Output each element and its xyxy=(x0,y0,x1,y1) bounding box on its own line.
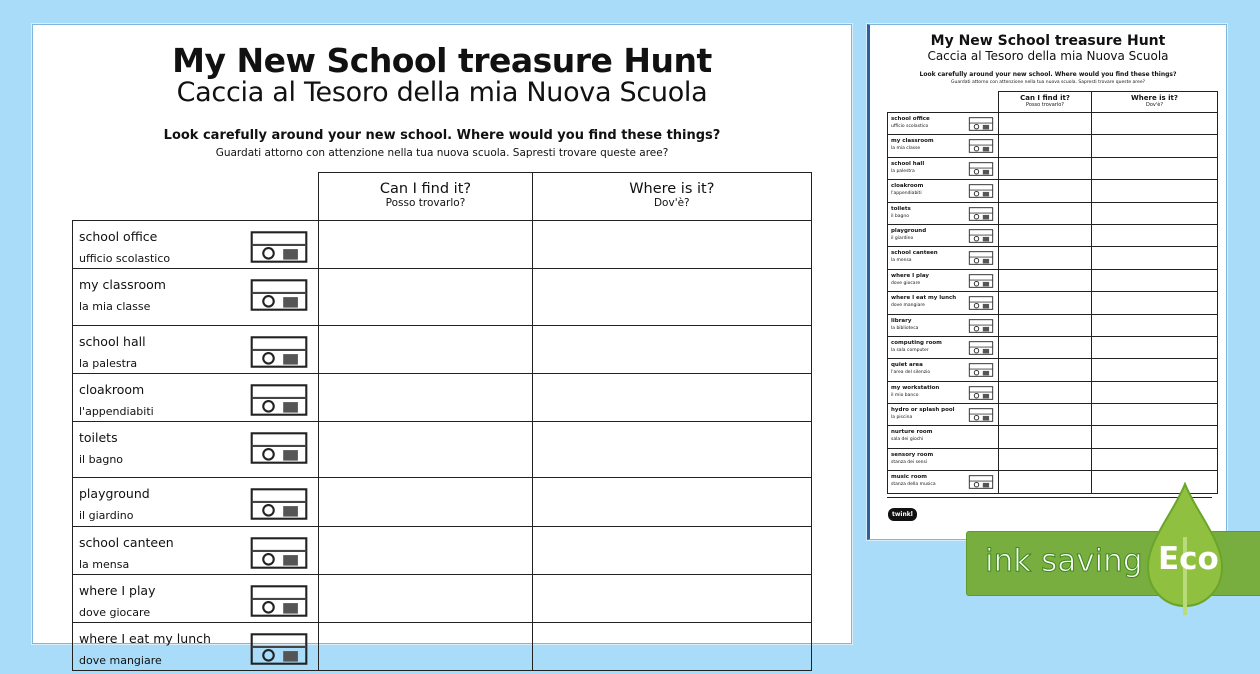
can-find-cell[interactable] xyxy=(319,575,532,623)
row-label: where I eat my lunch dove mangiare xyxy=(73,623,319,671)
can-find-cell[interactable] xyxy=(319,374,532,422)
can-find-cell[interactable] xyxy=(999,247,1092,269)
worksheet-page-large xyxy=(32,24,852,667)
row-label: sensory room stanza dei sensi xyxy=(888,448,999,470)
row-label: playground il giardino xyxy=(73,478,319,527)
row-label: my workstation il mio banco xyxy=(888,381,999,403)
row-label: school canteen la mensa xyxy=(73,527,319,575)
can-find-cell[interactable] xyxy=(999,314,1092,336)
row-label: computing room la sala computer xyxy=(888,336,999,358)
row-label: my classroom la mia classe xyxy=(888,135,999,157)
row-label: school office ufficio scolastico xyxy=(888,113,999,135)
treasure-hunt-table xyxy=(72,172,812,671)
row-label: toilets il bagno xyxy=(888,202,999,224)
table-row xyxy=(73,575,812,623)
office-icon xyxy=(246,226,312,272)
can-find-cell[interactable] xyxy=(319,527,532,575)
table-row xyxy=(888,224,1218,246)
table-row xyxy=(73,527,812,575)
table-row xyxy=(73,422,812,478)
can-find-cell[interactable] xyxy=(999,426,1092,448)
row-label: where I eat my lunch dove mangiare xyxy=(888,292,999,314)
where-cell[interactable] xyxy=(532,326,811,374)
where-cell[interactable] xyxy=(1092,224,1218,246)
header-where: Where is it? Dov'è? xyxy=(532,173,811,221)
row-label: quiet area l'area del silenzio xyxy=(888,359,999,381)
table-row xyxy=(888,113,1218,135)
where-cell[interactable] xyxy=(1092,180,1218,202)
table-row xyxy=(888,404,1218,426)
headphones-icon xyxy=(966,473,996,495)
table-row xyxy=(73,478,812,527)
title-it: Caccia al Tesoro della mia Nuova Scuola xyxy=(927,49,1169,63)
instruction-it: Guardati attorno con attenzione nella tua nuova scuola. Sapresti trovare queste aree? xyxy=(951,80,1145,85)
lunch-icon xyxy=(966,294,996,316)
ink-saving-label: ink saving xyxy=(985,543,1143,579)
row-label: school hall la palestra xyxy=(888,157,999,179)
header-can-find: Can I find it? Posso trovarlo? xyxy=(319,173,532,221)
quiet-area-icon xyxy=(966,361,996,383)
workstation-icon xyxy=(966,384,996,406)
row-label: my classroom la mia classe xyxy=(73,269,319,326)
row-label: where I play dove giocare xyxy=(73,575,319,623)
hall-icon xyxy=(246,331,312,377)
table-row xyxy=(888,336,1218,358)
where-cell[interactable] xyxy=(532,478,811,527)
title-en: My New School treasure Hunt xyxy=(172,41,712,80)
row-label: school hall la palestra xyxy=(73,326,319,374)
where-cell[interactable] xyxy=(1092,157,1218,179)
can-find-cell[interactable] xyxy=(999,135,1092,157)
where-cell[interactable] xyxy=(1092,381,1218,403)
row-label: playground il giardino xyxy=(888,224,999,246)
can-find-cell[interactable] xyxy=(999,381,1092,403)
where-cell[interactable] xyxy=(532,422,811,478)
where-cell[interactable] xyxy=(1092,404,1218,426)
eco-label: Eco xyxy=(1158,541,1219,577)
table-row xyxy=(888,135,1218,157)
table-row xyxy=(73,269,812,326)
where-cell[interactable] xyxy=(1092,292,1218,314)
table-row xyxy=(888,247,1218,269)
instruction-en: Look carefully around your new school. Where would you find these things? xyxy=(919,71,1177,78)
coat-hooks-icon xyxy=(246,379,312,425)
title-en: My New School treasure Hunt xyxy=(930,33,1166,49)
where-cell[interactable] xyxy=(532,527,811,575)
computer-icon xyxy=(966,339,996,361)
children-playing-icon xyxy=(246,483,312,529)
header-can-find: Can I find it? Posso trovarlo? xyxy=(999,92,1092,113)
where-cell[interactable] xyxy=(1092,336,1218,358)
children-playing-icon xyxy=(966,227,996,249)
pool-icon xyxy=(966,406,996,428)
can-find-cell[interactable] xyxy=(999,359,1092,381)
child-playing-icon xyxy=(246,580,312,626)
can-find-cell[interactable] xyxy=(319,221,532,269)
table-row xyxy=(888,157,1218,179)
table-row xyxy=(888,292,1218,314)
table-row xyxy=(888,381,1218,403)
row-label: nurture room sala dei giochi xyxy=(888,426,999,448)
can-find-cell[interactable] xyxy=(999,336,1092,358)
can-find-cell[interactable] xyxy=(999,180,1092,202)
table-row xyxy=(888,180,1218,202)
library-icon xyxy=(966,317,996,339)
can-find-cell[interactable] xyxy=(999,157,1092,179)
row-label: where I play dove giocare xyxy=(888,269,999,291)
can-find-cell[interactable] xyxy=(319,422,532,478)
row-label: cloakroom l'appendiabiti xyxy=(73,374,319,422)
can-find-cell[interactable] xyxy=(999,448,1092,470)
where-cell[interactable] xyxy=(1092,269,1218,291)
coat-hooks-icon xyxy=(966,182,996,204)
row-label: school canteen la mensa xyxy=(888,247,999,269)
canteen-icon xyxy=(966,249,996,271)
row-label: library la biblioteca xyxy=(888,314,999,336)
can-find-cell[interactable] xyxy=(999,202,1092,224)
table-row xyxy=(888,359,1218,381)
table-row xyxy=(888,314,1218,336)
can-find-cell[interactable] xyxy=(999,269,1092,291)
where-cell[interactable] xyxy=(1092,314,1218,336)
where-cell[interactable] xyxy=(1092,448,1218,470)
can-find-cell[interactable] xyxy=(319,269,532,326)
where-cell[interactable] xyxy=(1092,359,1218,381)
can-find-cell[interactable] xyxy=(999,224,1092,246)
toilet-icon xyxy=(966,205,996,227)
can-find-cell[interactable] xyxy=(999,113,1092,135)
can-find-cell[interactable] xyxy=(319,326,532,374)
lunch-icon xyxy=(246,628,312,674)
table-row xyxy=(73,326,812,374)
instruction-en: Look carefully around your new school. Where would you find these things? xyxy=(163,128,721,143)
where-cell[interactable] xyxy=(1092,135,1218,157)
can-find-cell[interactable] xyxy=(999,404,1092,426)
child-playing-icon xyxy=(966,272,996,294)
row-label: music room stanza della musica xyxy=(888,471,999,493)
table-row xyxy=(888,426,1218,448)
table-row xyxy=(888,448,1218,470)
instruction-it: Guardati attorno con attenzione nella tua nuova scuola. Sapresti trovare queste aree? xyxy=(215,147,669,159)
worksheet-page-preview xyxy=(867,24,1227,540)
table-row xyxy=(888,202,1218,224)
where-cell[interactable] xyxy=(1092,113,1218,135)
row-label: school office ufficio scolastico xyxy=(73,221,319,269)
table-row xyxy=(73,221,812,269)
row-label: toilets il bagno xyxy=(73,422,319,478)
canteen-icon xyxy=(246,532,312,578)
title-it: Caccia al Tesoro della mia Nuova Scuola xyxy=(176,77,708,108)
table-row xyxy=(73,374,812,422)
classroom-icon xyxy=(246,274,312,320)
header-where: Where is it? Dov'è? xyxy=(1092,92,1218,113)
row-label: hydro or splash pool la piscina xyxy=(888,404,999,426)
where-cell[interactable] xyxy=(1092,247,1218,269)
can-find-cell[interactable] xyxy=(999,471,1092,493)
where-cell[interactable] xyxy=(532,575,811,623)
hall-icon xyxy=(966,160,996,182)
office-icon xyxy=(966,115,996,137)
where-cell[interactable] xyxy=(1092,426,1218,448)
twinkl-logo: twinkl xyxy=(888,508,917,521)
where-cell[interactable] xyxy=(532,269,811,326)
classroom-icon xyxy=(966,137,996,159)
where-cell[interactable] xyxy=(532,374,811,422)
treasure-hunt-table-preview xyxy=(887,91,1218,494)
where-cell[interactable] xyxy=(1092,202,1218,224)
can-find-cell[interactable] xyxy=(319,478,532,527)
can-find-cell[interactable] xyxy=(999,292,1092,314)
where-cell[interactable] xyxy=(532,221,811,269)
row-label: cloakroom l'appendiabiti xyxy=(888,180,999,202)
table-row xyxy=(888,269,1218,291)
toilet-icon xyxy=(246,427,312,473)
